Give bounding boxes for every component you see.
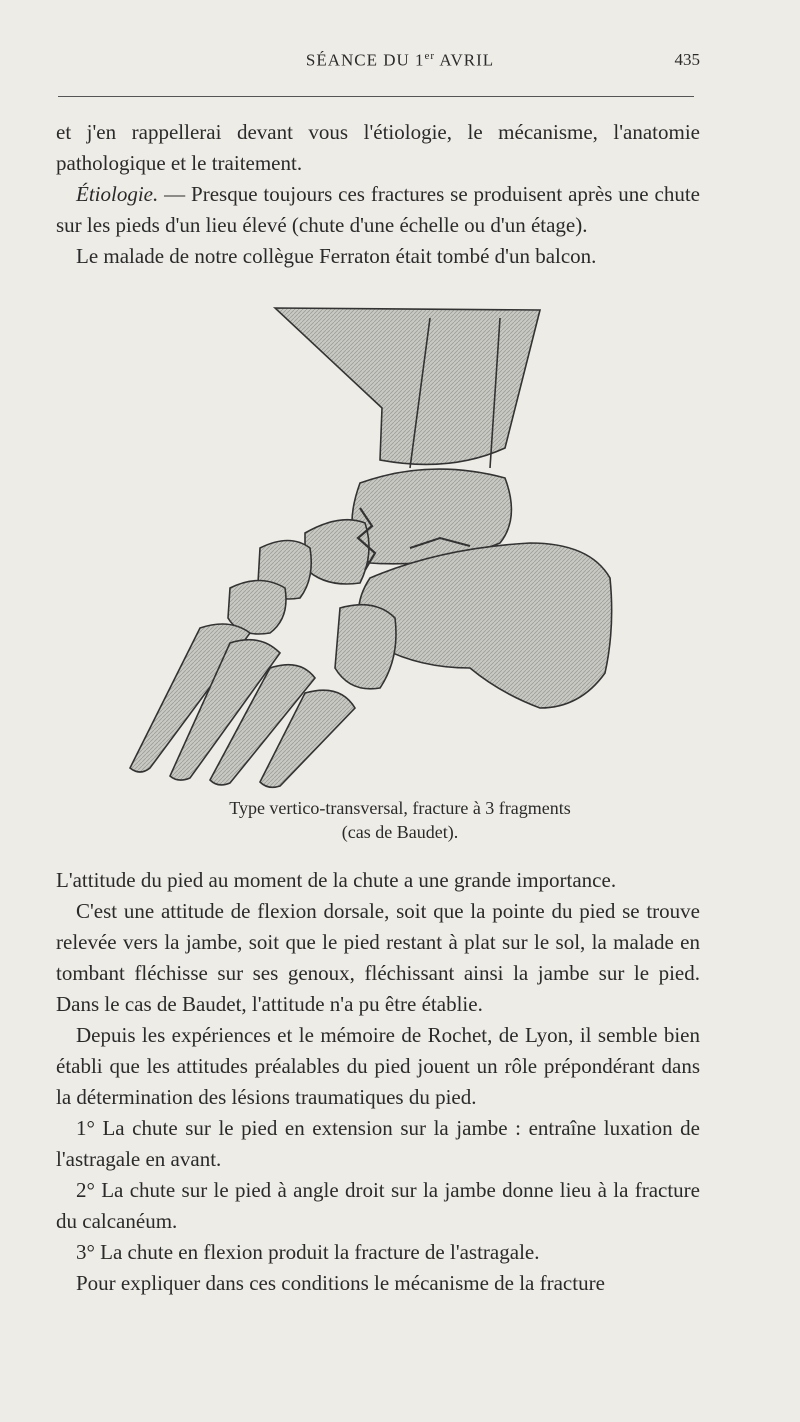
paragraph: C'est une attitude de flexion dorsale, soit que la pointe du pied se trouve relevée vers la jambe, soit que le pied restant à plat sur le sol, la malade en tombant fléchisse sur ses genoux, fléchissant ainsi la jambe sur le pied. Dans le cas de Baudet, l'attitude n'a pu être établie. [56,899,700,1016]
running-title-superscript: er [424,50,436,62]
paragraph: Pour expliquer dans ces conditions le mécanisme de la fracture [76,1271,605,1295]
text-block-top [56,117,700,272]
paragraph: et j'en rappellerai devant vous l'étiologie, le mécanisme, l'anatomie pathologique et le traitement. [56,120,700,175]
foot-fracture-illustration [110,298,630,798]
paragraph-text: — Presque toujours ces fractures se produisent après une chute sur les pieds d'un lieu élevé (chute d'une échelle ou d'un étage). [56,182,700,237]
caption-line-2: (cas de Baudet). [341,822,459,842]
paragraph: 2° La chute sur le pied à angle droit sur la jambe donne lieu à la fracture du calcanéum. [56,1178,700,1233]
running-title-end: AVRIL [435,50,495,70]
header-rule [58,96,694,97]
paragraph: 1° La chute sur le pied en extension sur la jambe : entraîne luxation de l'astragale en avant. [56,1116,700,1171]
paragraph: Le malade de notre collègue Ferraton était tombé d'un balcon. [76,244,597,268]
paragraph-etiologie [56,179,700,241]
paragraph: 3° La chute en flexion produit la fracture de l'astragale. [76,1240,540,1264]
page-header [0,42,800,82]
paragraph: L'attitude du pied au moment de la chute a une grande importance. [56,868,617,892]
page-number: 435 [674,50,700,69]
running-title-text: SÉANCE DU 1 [305,50,425,70]
caption-line-1: Type vertico-transversal, fracture à 3 fragments [229,798,571,818]
figure-caption [0,796,800,844]
paragraph: Depuis les expériences et le mémoire de Rochet, de Lyon, il semble bien établi que les attitudes préalables du pied jouent un rôle prépondérant dans la détermination des lésions traumatiques du pied. [56,1023,700,1109]
text-block-bottom [56,865,700,1299]
etiologie-label: Étiologie. [76,182,159,206]
